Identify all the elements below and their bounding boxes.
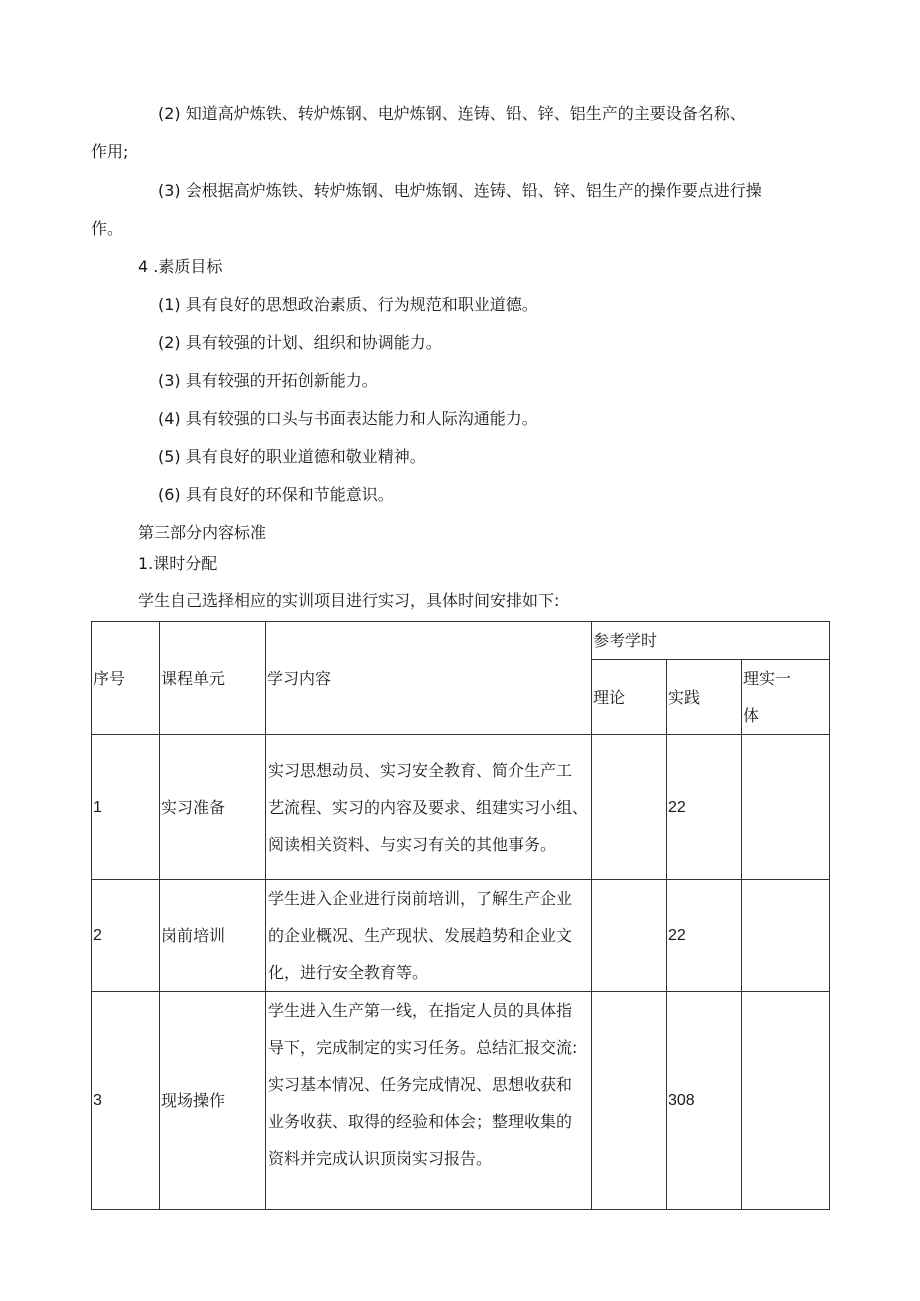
- row-unit: 岗前培训: [160, 880, 266, 992]
- row-theory: [592, 735, 667, 880]
- quality-item-3: (3) 具有较强的开拓创新能力。: [158, 371, 378, 390]
- row-unit: 现场操作: [160, 992, 266, 1210]
- row-practice: 22: [667, 735, 742, 880]
- header-reference-hours: 参考学时: [592, 622, 830, 660]
- row-content-line: 的企业概况、生产现状、发展趋势和企业文: [268, 926, 573, 945]
- row-content-line: 阅读相关资料、与实习有关的其他事务。: [268, 834, 557, 854]
- row-integrated: [742, 735, 830, 880]
- row-seq: 3: [92, 992, 160, 1210]
- header-content: 学习内容: [266, 622, 592, 735]
- row-content-line: 艺流程、实习的内容及要求、组建实习小组、: [268, 797, 589, 817]
- row-practice: 308: [667, 992, 742, 1210]
- row-integrated: [742, 880, 830, 992]
- row-practice: 22: [667, 880, 742, 992]
- row-content-line: 业务收获、取得的经验和体会；整理收集的: [268, 1112, 573, 1131]
- paragraph-2-line-1: (2) 知道高炉炼铁、转炉炼钢、电炉炼钢、连铸、铅、锌、铝生产的主要设备名称、: [158, 104, 746, 123]
- paragraph-3-line-2: 作。: [91, 219, 124, 238]
- header-seq: 序号: [92, 622, 160, 735]
- section-heading-quality-goals: 4 .素质目标: [138, 257, 223, 276]
- header-integrated-line-2: 体: [743, 706, 760, 725]
- row-theory: [592, 992, 667, 1210]
- quality-item-2: (2) 具有较强的计划、组织和协调能力。: [158, 333, 442, 352]
- subheading-hours-allocation: 1.课时分配: [138, 554, 218, 573]
- row-content-line: 学生进入企业进行岗前培训，了解生产企业: [268, 889, 573, 908]
- table-row: [92, 880, 830, 992]
- header-practice: 实践: [667, 660, 742, 735]
- quality-item-6: (6) 具有良好的环保和节能意识。: [158, 485, 394, 504]
- row-seq: 2: [92, 880, 160, 992]
- row-content: [266, 735, 592, 880]
- header-integrated: [742, 660, 830, 735]
- quality-item-1: (1) 具有良好的思想政治素质、行为规范和职业道德。: [158, 295, 538, 314]
- row-content-line: 导下，完成制定的实习任务。总结汇报交流:: [268, 1038, 578, 1057]
- row-content-line: 实习思想动员、实习安全教育、简介生产工: [268, 760, 573, 780]
- row-content-line: 资料并完成认识顶岗实习报告。: [268, 1149, 493, 1168]
- header-theory: 理论: [592, 660, 667, 735]
- quality-item-4: (4) 具有较强的口头与书面表达能力和人际沟通能力。: [158, 409, 538, 428]
- table-intro-text: 学生自己选择相应的实训项目进行实习，具体时间安排如下:: [138, 591, 560, 610]
- header-unit: 课程单元: [160, 622, 266, 735]
- row-unit: 实习准备: [160, 735, 266, 880]
- hours-allocation-table: [91, 621, 830, 1210]
- paragraph-2-line-2: 作用;: [91, 142, 129, 161]
- row-content: [266, 992, 592, 1210]
- row-content-line: 学生进入生产第一线，在指定人员的具体指: [268, 1001, 573, 1020]
- row-content: [266, 880, 592, 992]
- table-row: [92, 992, 830, 1210]
- row-theory: [592, 880, 667, 992]
- row-content-line: 实习基本情况、任务完成情况、思想收获和: [268, 1075, 573, 1094]
- table-row: [92, 735, 830, 880]
- quality-item-5: (5) 具有良好的职业道德和敬业精神。: [158, 447, 426, 466]
- paragraph-3-line-1: (3) 会根据高炉炼铁、转炉炼钢、电炉炼钢、连铸、铅、锌、铝生产的操作要点进行操: [158, 181, 762, 200]
- row-integrated: [742, 992, 830, 1210]
- row-content-line: 化，进行安全教育等。: [268, 963, 429, 982]
- header-integrated-line-1: 理实一: [743, 669, 792, 688]
- row-seq: 1: [92, 735, 160, 880]
- part-three-heading: 第三部分内容标准: [138, 523, 267, 542]
